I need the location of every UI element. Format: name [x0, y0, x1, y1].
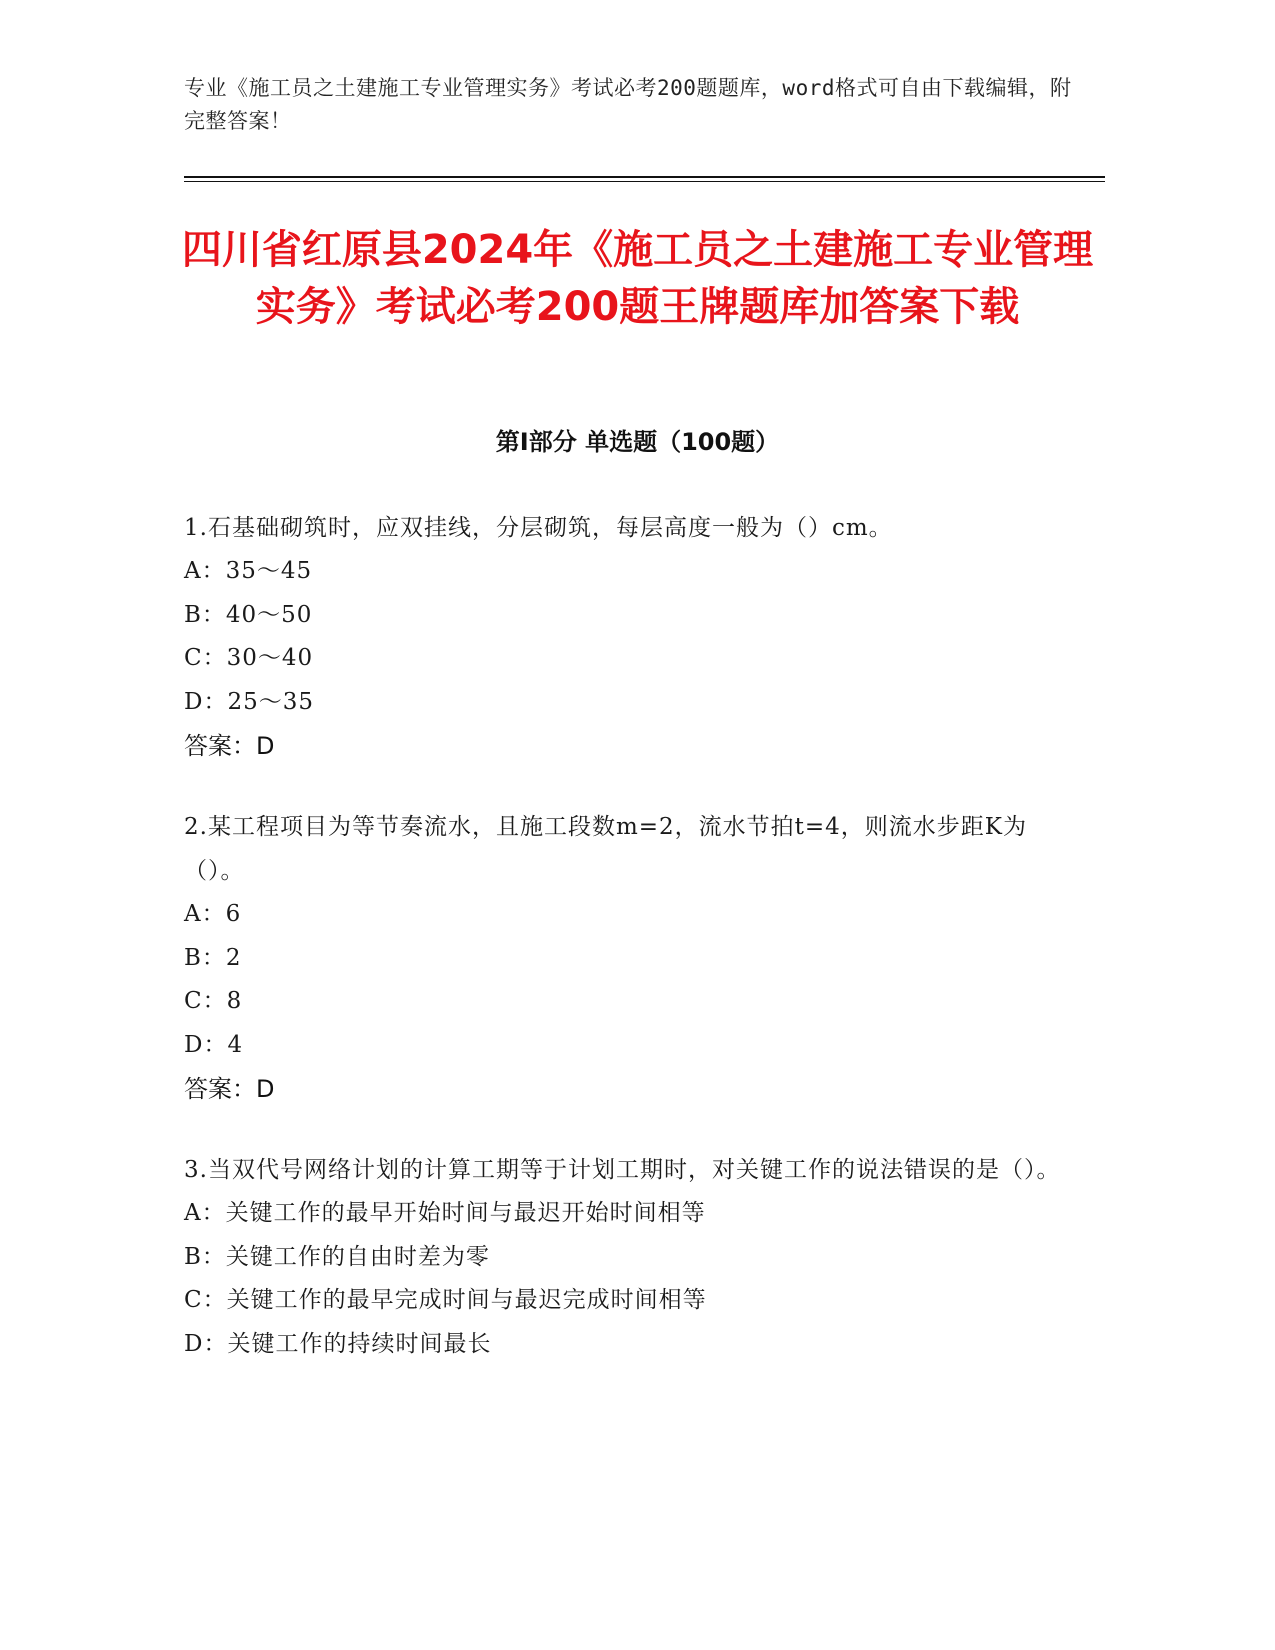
option-d: D：25～35 [184, 688, 314, 715]
option-a: A：6 [184, 901, 242, 927]
option-c: C：关键工作的最早完成时间与最迟完成时间相等 [184, 1287, 707, 1313]
header-note: 专业《施工员之土建施工专业管理实务》考试必考200题题库，word格式可自由下载编辑，附完整答案！ [184, 76, 1072, 133]
option-b: B：关键工作的自由时差为零 [184, 1243, 490, 1270]
question-stem: 1.石基础砌筑时，应双挂线，分层砌筑，每层高度一般为（）cm。 [184, 515, 893, 541]
header-rule-thick [184, 176, 1105, 178]
header-rule-thin [184, 181, 1105, 182]
question-1 [184, 506, 1064, 768]
answer-line: 答案：D [184, 732, 275, 760]
question-stem: 2.某工程项目为等节奏流水，且施工段数m=2，流水节拍t=4，则流水步距K为（）。 [184, 814, 1027, 884]
option-c: C：8 [184, 988, 243, 1014]
question-stem: 3.当双代号网络计划的计算工期等于计划工期时，对关键工作的说法错误的是（）。 [184, 1157, 1061, 1183]
answer-line: 答案：D [184, 1075, 275, 1103]
option-c: C：30～40 [184, 645, 314, 671]
option-a: A：35～45 [184, 558, 313, 584]
question-list [184, 506, 1064, 1403]
section-heading: 第I部分 单选题（100题） [495, 428, 780, 456]
option-d: D：关键工作的持续时间最长 [184, 1330, 492, 1357]
option-a: A：关键工作的最早开始时间与最迟开始时间相等 [184, 1200, 706, 1226]
option-b: B：2 [184, 944, 242, 971]
question-3 [184, 1148, 1064, 1366]
document-title: 四川省红原县2024年《施工员之土建施工专业管理实务》考试必考200题王牌题库加答案下载 [181, 227, 1094, 330]
option-b: B：40～50 [184, 601, 313, 628]
question-2 [184, 805, 1064, 1111]
option-d: D：4 [184, 1031, 244, 1058]
